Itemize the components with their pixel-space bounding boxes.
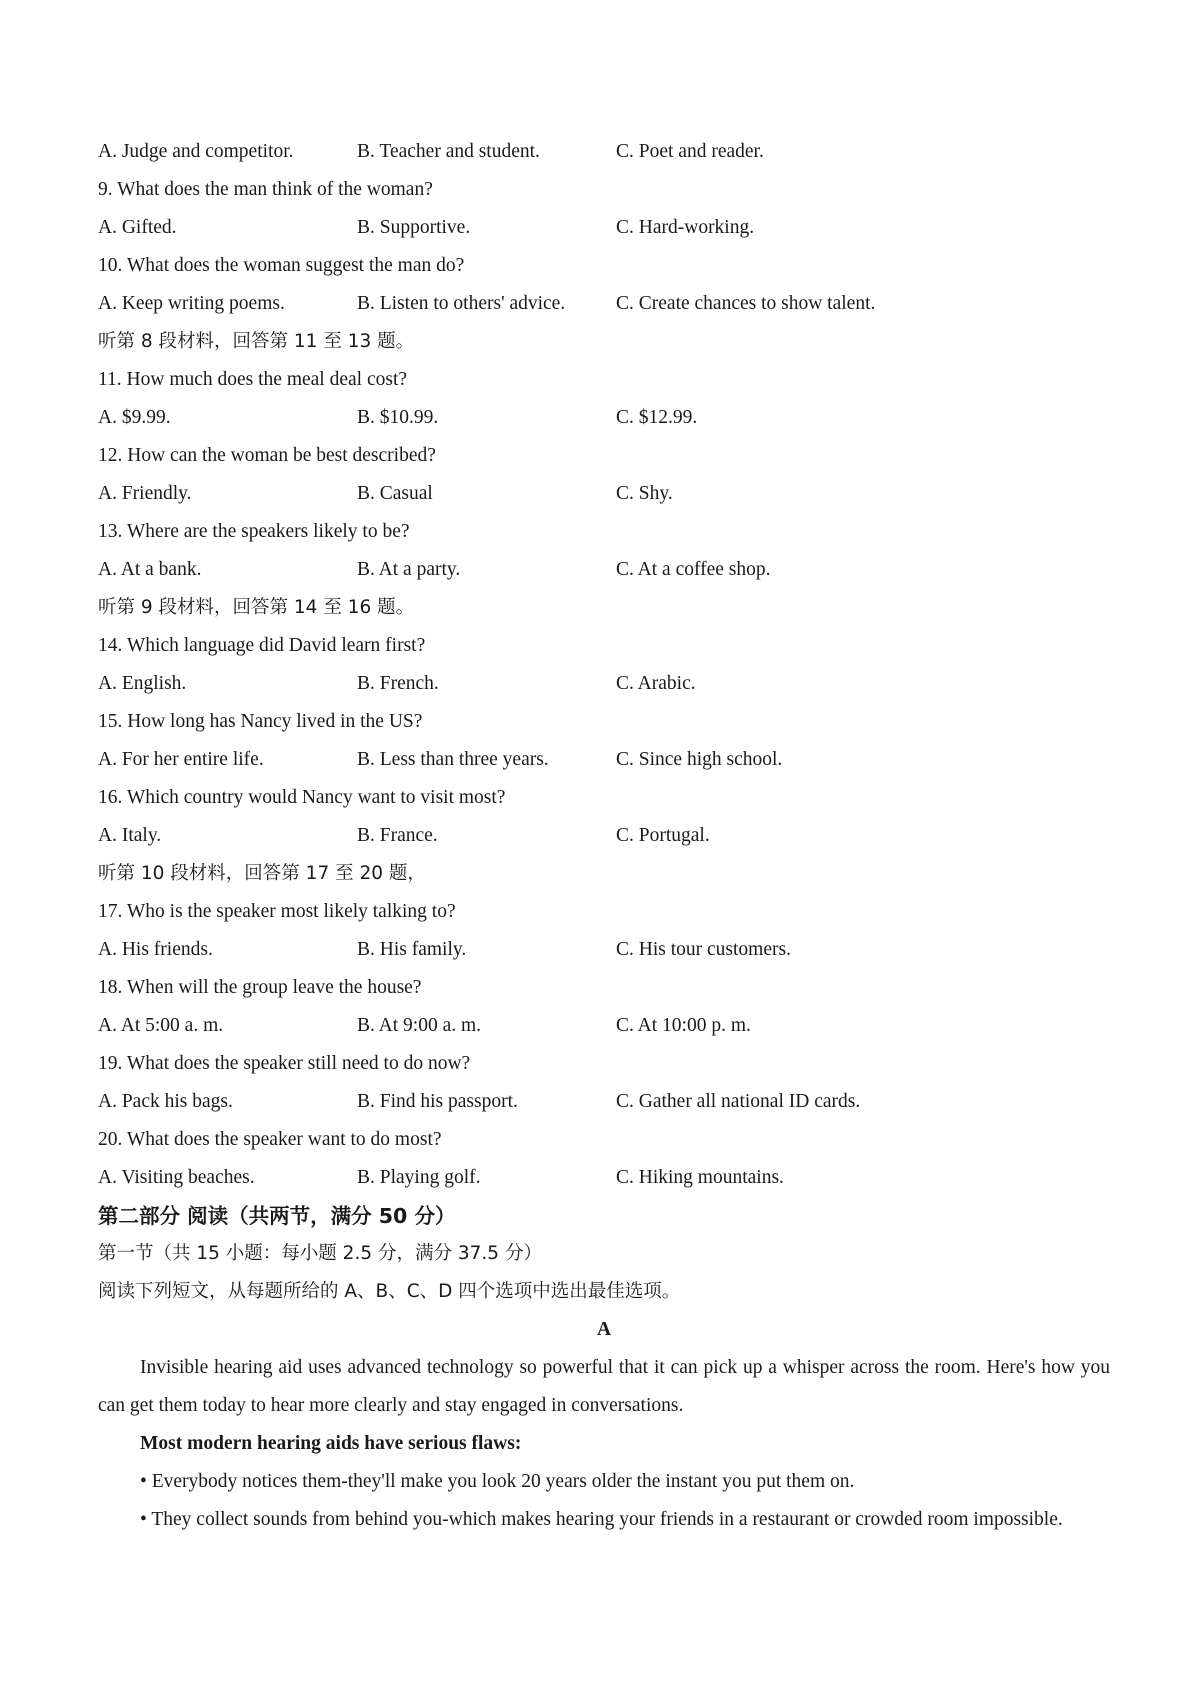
question-9-options xyxy=(98,209,1110,247)
question-19-options xyxy=(98,1083,1110,1121)
option-b: B. Find his passport. xyxy=(357,1091,518,1112)
reading-subsection: 第一节（共 15 小题：每小题 2.5 分，满分 37.5 分） xyxy=(98,1243,542,1264)
option-a: A. Visiting beaches. xyxy=(98,1167,255,1188)
question-19: 19. What does the speaker still need to do now? xyxy=(98,1053,471,1074)
option-a: A. English. xyxy=(98,673,187,694)
option-a: A. Pack his bags. xyxy=(98,1091,233,1112)
question-17: 17. Who is the speaker most likely talking to? xyxy=(98,901,456,922)
option-b: B. Casual xyxy=(357,483,433,504)
question-8-options xyxy=(98,133,1110,171)
option-a: A. $9.99. xyxy=(98,407,171,428)
option-c: C. Arabic. xyxy=(616,673,696,694)
option-c: C. Poet and reader. xyxy=(616,141,764,162)
question-20: 20. What does the speaker want to do most? xyxy=(98,1129,442,1150)
question-20-options xyxy=(98,1159,1110,1197)
option-a: A. Keep writing poems. xyxy=(98,293,285,314)
question-9: 9. What does the man think of the woman? xyxy=(98,179,433,200)
passage-heading: Most modern hearing aids have serious flaws: xyxy=(140,1433,522,1454)
option-b: B. His family. xyxy=(357,939,467,960)
option-c: C. $12.99. xyxy=(616,407,698,428)
passage-bullet-2: • They collect sounds from behind you-which makes hearing your friends in a restaurant or crowded room impossible. xyxy=(140,1509,1063,1530)
option-c: C. His tour customers. xyxy=(616,939,791,960)
option-a: A. His friends. xyxy=(98,939,213,960)
option-c: C. Hiking mountains. xyxy=(616,1167,784,1188)
listening-instruction-9: 听第 9 段材料，回答第 14 至 16 题。 xyxy=(98,597,415,618)
passage-bullet-1: • Everybody notices them-they'll make you look 20 years older the instant you put them on. xyxy=(140,1471,855,1492)
option-b: B. Teacher and student. xyxy=(357,141,540,162)
question-18-options xyxy=(98,1007,1110,1045)
option-c: C. At a coffee shop. xyxy=(616,559,771,580)
listening-instruction-10: 听第 10 段材料，回答第 17 至 20 题， xyxy=(98,863,426,884)
question-11: 11. How much does the meal deal cost? xyxy=(98,369,408,390)
option-a: A. At 5:00 a. m. xyxy=(98,1015,224,1036)
question-12: 12. How can the woman be best described? xyxy=(98,445,436,466)
reading-section-title: 第二部分 阅读（共两节，满分 50 分） xyxy=(98,1204,456,1228)
option-c: C. Shy. xyxy=(616,483,673,504)
option-a: A. Italy. xyxy=(98,825,162,846)
question-15-options xyxy=(98,741,1110,779)
option-a: A. At a bank. xyxy=(98,559,202,580)
option-c: C. Hard-working. xyxy=(616,217,755,238)
question-14: 14. Which language did David learn first? xyxy=(98,635,426,656)
passage-letter: A xyxy=(596,1319,612,1340)
option-c: C. Create chances to show talent. xyxy=(616,293,876,314)
option-a: A. Judge and competitor. xyxy=(98,141,294,162)
option-b: B. Supportive. xyxy=(357,217,471,238)
option-b: B. $10.99. xyxy=(357,407,439,428)
listening-instruction-8: 听第 8 段材料，回答第 11 至 13 题。 xyxy=(98,331,415,352)
question-13: 13. Where are the speakers likely to be? xyxy=(98,521,410,542)
option-b: B. At a party. xyxy=(357,559,461,580)
question-13-options xyxy=(98,551,1110,589)
option-c: C. Since high school. xyxy=(616,749,783,770)
question-10: 10. What does the woman suggest the man do? xyxy=(98,255,465,276)
question-10-options xyxy=(98,285,1110,323)
question-14-options xyxy=(98,665,1110,703)
question-17-options xyxy=(98,931,1110,969)
reading-instruction: 阅读下列短文，从每题所给的 A、B、C、D 四个选项中选出最佳选项。 xyxy=(98,1281,681,1302)
option-b: B. French. xyxy=(357,673,439,694)
passage-paragraph: Invisible hearing aid uses advanced technology so powerful that it can pick up a whisper across the room. Here's how you can get them today to hear more clearly and stay engaged in conversations. xyxy=(98,1357,1110,1416)
question-11-options xyxy=(98,399,1110,437)
question-15: 15. How long has Nancy lived in the US? xyxy=(98,711,423,732)
question-16: 16. Which country would Nancy want to visit most? xyxy=(98,787,506,808)
option-c: C. Gather all national ID cards. xyxy=(616,1091,861,1112)
question-12-options xyxy=(98,475,1110,513)
question-16-options xyxy=(98,817,1110,855)
option-b: B. At 9:00 a. m. xyxy=(357,1015,482,1036)
exam-page xyxy=(98,0,1110,1539)
option-a: A. Gifted. xyxy=(98,217,177,238)
option-b: B. Less than three years. xyxy=(357,749,549,770)
question-18: 18. When will the group leave the house? xyxy=(98,977,422,998)
option-a: A. For her entire life. xyxy=(98,749,264,770)
option-a: A. Friendly. xyxy=(98,483,192,504)
option-c: C. At 10:00 p. m. xyxy=(616,1015,751,1036)
option-b: B. Listen to others' advice. xyxy=(357,293,566,314)
option-b: B. Playing golf. xyxy=(357,1167,481,1188)
option-c: C. Portugal. xyxy=(616,825,710,846)
option-b: B. France. xyxy=(357,825,438,846)
